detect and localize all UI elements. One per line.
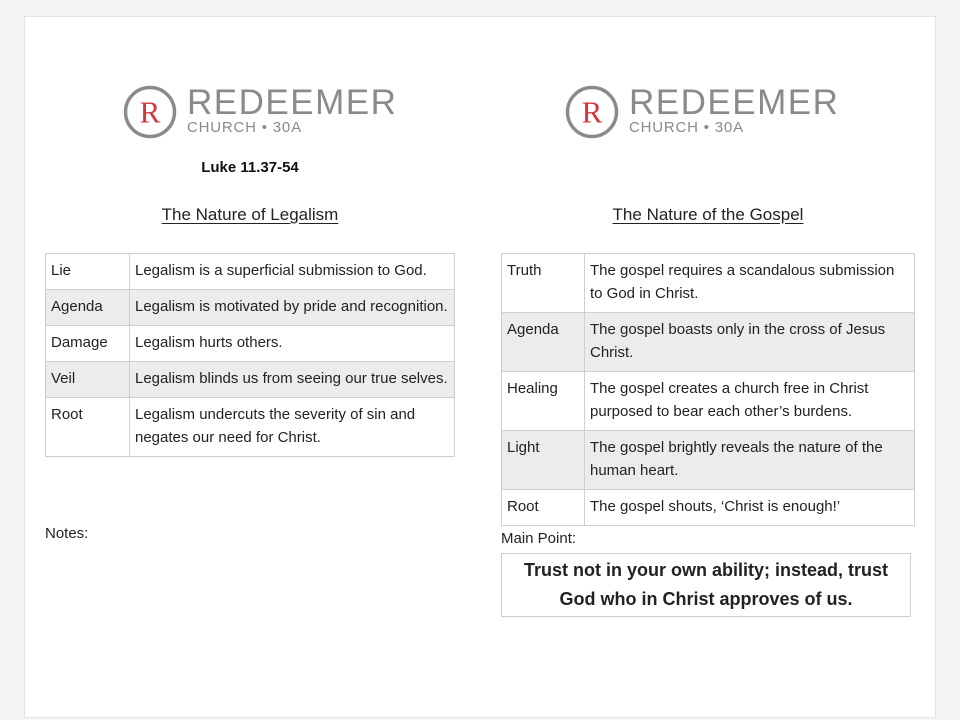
row-label: Light: [502, 431, 585, 490]
svg-text:R: R: [581, 94, 603, 130]
logo-wordmark: REDEEMER: [629, 83, 840, 122]
handout-page: [24, 16, 936, 718]
gospel-table: [501, 253, 915, 526]
table-row: [502, 313, 915, 372]
table-row: [502, 372, 915, 431]
row-label: Damage: [46, 326, 130, 362]
table-row: [46, 290, 455, 326]
logo-subtitle: CHURCH • 30A: [629, 119, 744, 136]
logo-subtitle: CHURCH • 30A: [187, 119, 302, 136]
table-row: [502, 254, 915, 313]
notes-label: Notes:: [45, 525, 89, 542]
row-text: Legalism is a superficial submission to God.: [130, 254, 455, 290]
table-row: [46, 398, 455, 457]
row-text: Legalism blinds us from seeing our true selves.: [130, 362, 455, 398]
row-text: The gospel requires a scandalous submission to God in Christ.: [585, 254, 915, 313]
main-point-label: Main Point:: [501, 530, 577, 547]
table-row: [46, 362, 455, 398]
row-text: Legalism hurts others.: [130, 326, 455, 362]
row-text: The gospel brightly reveals the nature of the human heart.: [585, 431, 915, 490]
row-label: Root: [46, 398, 130, 457]
row-label: Truth: [502, 254, 585, 313]
main-point-box: [501, 553, 911, 617]
row-label: Agenda: [502, 313, 585, 372]
logo-wordmark: REDEEMER: [187, 83, 398, 122]
row-label: Veil: [46, 362, 130, 398]
gospel-title: The Nature of the Gospel: [612, 205, 804, 224]
row-label: Lie: [46, 254, 130, 290]
table-row: [46, 254, 455, 290]
row-text: Legalism undercuts the severity of sin and negates our need for Christ.: [130, 398, 455, 457]
table-row: [502, 431, 915, 490]
row-text: The gospel creates a church free in Christ purposed to bear each other’s burdens.: [585, 372, 915, 431]
redeemer-r-mark-icon: [565, 85, 619, 139]
legalism-table: [45, 253, 455, 457]
row-label: Healing: [502, 372, 585, 431]
redeemer-r-mark-icon: [123, 85, 177, 139]
svg-text:R: R: [139, 94, 161, 130]
row-text: The gospel boasts only in the cross of Jesus Christ.: [585, 313, 915, 372]
table-row: [46, 326, 455, 362]
legalism-title: The Nature of Legalism: [161, 205, 339, 224]
table-row: [502, 490, 915, 526]
scripture-reference: Luke 11.37-54: [201, 159, 299, 176]
row-text: Legalism is motivated by pride and recognition.: [130, 290, 455, 326]
main-point-text: Trust not in your own ability; instead, trust God who in Christ approves of us.: [523, 560, 889, 609]
row-text: The gospel shouts, ‘Christ is enough!’: [585, 490, 915, 526]
row-label: Root: [502, 490, 585, 526]
row-label: Agenda: [46, 290, 130, 326]
